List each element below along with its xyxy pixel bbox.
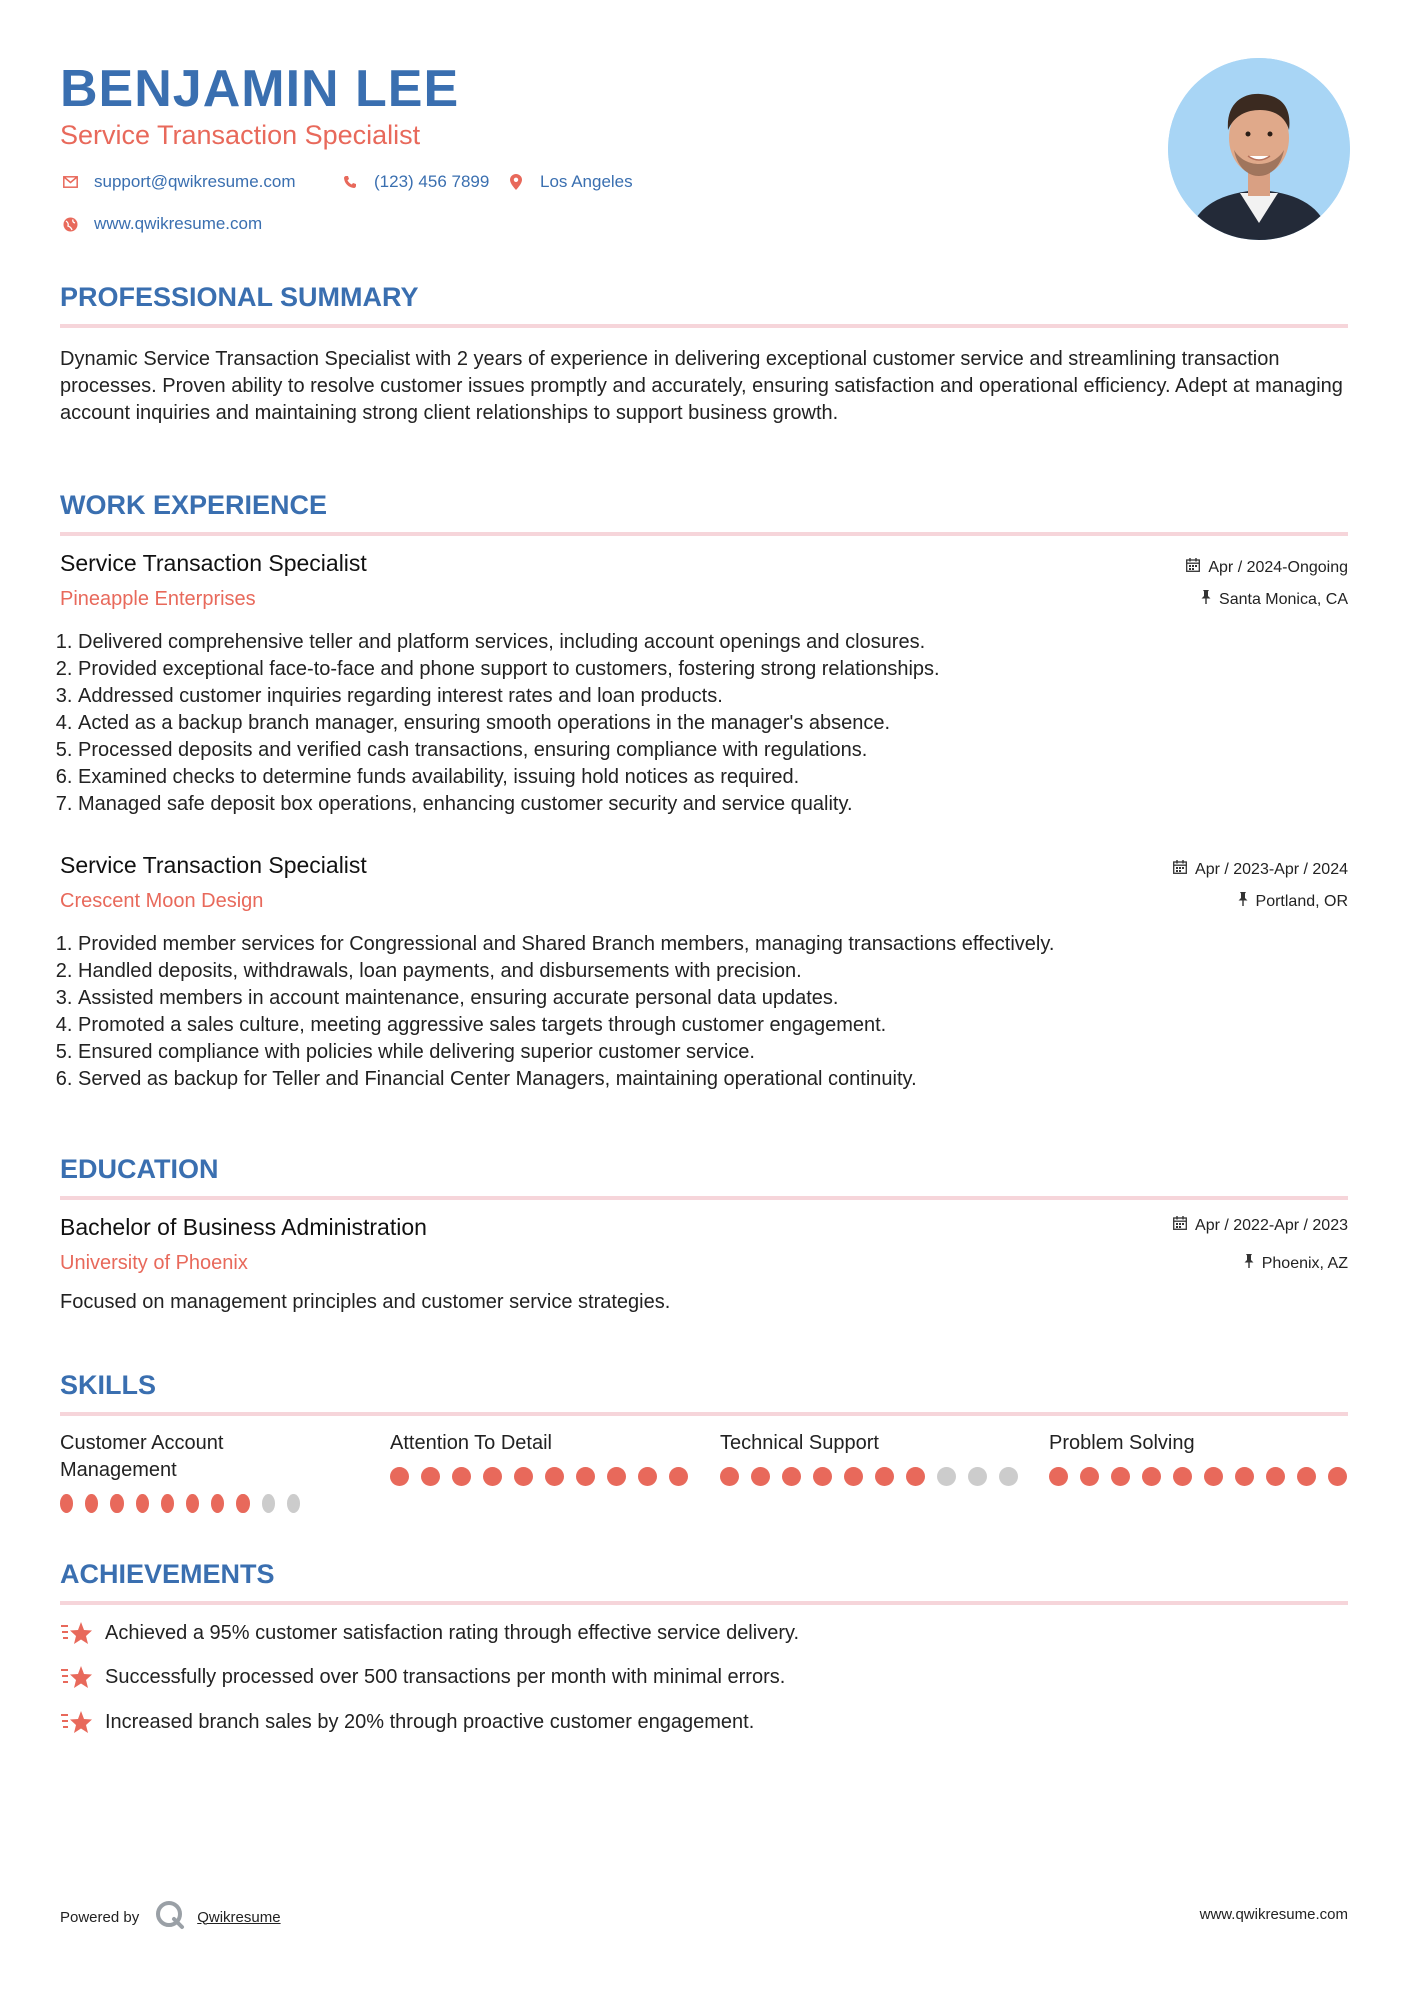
skill-rating xyxy=(720,1467,1020,1486)
section-divider xyxy=(60,1196,1348,1200)
list-item: 3. Addressed customer inquiries regarding interest rates and loan products. xyxy=(78,683,940,710)
skill-rating-dot xyxy=(720,1467,739,1486)
job-location xyxy=(1201,590,1348,609)
skill-rating xyxy=(60,1494,300,1513)
skill-rating xyxy=(1049,1467,1349,1486)
degree-title: Bachelor of Business Administration xyxy=(60,1214,427,1240)
skill-name: Customer Account Management xyxy=(60,1432,224,1481)
skill-rating-dot xyxy=(638,1467,657,1486)
powered-by xyxy=(60,1900,281,1934)
skill-rating-dot xyxy=(782,1467,801,1486)
skill-rating-dot xyxy=(1266,1467,1285,1486)
skills-section xyxy=(60,1368,1348,1416)
skill-rating-dot xyxy=(452,1467,471,1486)
skill-rating-dot xyxy=(1204,1467,1223,1486)
star-badge-icon xyxy=(60,1620,94,1646)
skill-rating-dot xyxy=(751,1467,770,1486)
skill-rating-dot xyxy=(262,1494,275,1513)
skill-rating-dot xyxy=(937,1467,956,1486)
job-1-bullets xyxy=(60,629,940,818)
list-item: 1. Delivered comprehensive teller and platform services, including account openings and closures. xyxy=(78,629,940,656)
section-divider xyxy=(60,1601,1348,1605)
list-item: 7. Managed safe deposit box operations, enhancing customer security and service quality. xyxy=(78,791,940,818)
skill-rating xyxy=(390,1467,690,1486)
skill-rating-dot xyxy=(85,1494,98,1513)
map-pin-icon xyxy=(506,174,526,190)
job-dates-text: Apr / 2024-Ongoing xyxy=(1208,558,1348,576)
achievement-item xyxy=(60,1620,799,1646)
job-location xyxy=(1238,892,1348,911)
skill-item xyxy=(720,1430,1020,1486)
job-company: Crescent Moon Design xyxy=(60,890,264,912)
achievement-text: Achieved a 95% customer satisfaction rating through effective service delivery. xyxy=(105,1621,800,1644)
list-item: 3. Assisted members in account maintenance, ensuring accurate personal data updates. xyxy=(78,985,1054,1012)
contact-website[interactable] xyxy=(60,214,262,234)
skill-rating-dot xyxy=(1111,1467,1130,1486)
list-item: 6. Served as backup for Teller and Financial Center Managers, maintaining operational continuity. xyxy=(78,1066,1054,1093)
powered-by-label: Powered by xyxy=(60,1908,140,1926)
location-text: Los Angeles xyxy=(540,172,633,191)
star-badge-icon xyxy=(60,1664,94,1690)
achievement-text: Successfully processed over 500 transactions per month with minimal errors. xyxy=(105,1665,786,1688)
job-location-text: Santa Monica, CA xyxy=(1219,590,1348,608)
summary-section xyxy=(60,280,1348,427)
skill-rating-dot xyxy=(287,1494,300,1513)
education-heading: EDUCATION xyxy=(60,1154,219,1184)
job-dates-text: Apr / 2023-Apr / 2024 xyxy=(1195,860,1348,878)
skill-rating-dot xyxy=(875,1467,894,1486)
skill-rating-dot xyxy=(968,1467,987,1486)
skill-rating-dot xyxy=(1235,1467,1254,1486)
education-entry xyxy=(60,1214,1348,1284)
skill-rating-dot xyxy=(110,1494,123,1513)
globe-icon xyxy=(60,217,80,232)
contact-phone[interactable] xyxy=(340,172,489,192)
section-divider xyxy=(60,532,1348,536)
education-location-text: Phoenix, AZ xyxy=(1261,1254,1348,1272)
list-item: 5. Processed deposits and verified cash transactions, ensuring compliance with regulations. xyxy=(78,737,940,764)
pushpin-icon xyxy=(1201,590,1211,609)
skill-rating-dot xyxy=(576,1467,595,1486)
skill-rating-dot xyxy=(483,1467,502,1486)
skill-rating-dot xyxy=(1297,1467,1316,1486)
skill-rating-dot xyxy=(236,1494,249,1513)
candidate-title: Service Transaction Specialist xyxy=(60,120,421,150)
skill-item xyxy=(1049,1430,1349,1486)
skill-rating-dot xyxy=(545,1467,564,1486)
skill-rating-dot xyxy=(906,1467,925,1486)
experience-section xyxy=(60,488,1348,536)
education-dates-text: Apr / 2022-Apr / 2023 xyxy=(1195,1216,1348,1234)
candidate-name: BENJAMIN LEE xyxy=(60,60,460,118)
profile-photo xyxy=(1168,58,1350,240)
skill-rating-dot xyxy=(186,1494,199,1513)
achievement-item xyxy=(60,1664,785,1690)
skill-rating-dot xyxy=(390,1467,409,1486)
skill-name: Technical Support xyxy=(720,1432,879,1454)
list-item: 2. Provided exceptional face-to-face and phone support to customers, fostering strong relationships. xyxy=(78,656,940,683)
skill-rating-dot xyxy=(136,1494,149,1513)
job-entry-1 xyxy=(60,550,1348,620)
envelope-icon xyxy=(60,176,80,188)
calendar-icon xyxy=(1173,1216,1187,1235)
section-divider xyxy=(60,324,1348,328)
education-location xyxy=(1244,1254,1348,1273)
achievement-item xyxy=(60,1709,754,1735)
skill-rating-dot xyxy=(514,1467,533,1486)
experience-heading: WORK EXPERIENCE xyxy=(60,490,328,520)
list-item: 4. Acted as a backup branch manager, ensuring smooth operations in the manager's absence. xyxy=(78,710,940,737)
education-dates xyxy=(1173,1216,1348,1235)
skill-rating-dot xyxy=(161,1494,174,1513)
skill-item xyxy=(390,1430,690,1486)
list-item: 4. Promoted a sales culture, meeting aggressive sales targets through customer engagement. xyxy=(78,1012,1054,1039)
section-divider xyxy=(60,1412,1348,1416)
footer-url[interactable]: www.qwikresume.com xyxy=(1199,1906,1348,1923)
skill-rating-dot xyxy=(1328,1467,1347,1486)
list-item: 6. Examined checks to determine funds availability, issuing hold notices as required. xyxy=(78,764,940,791)
contact-location xyxy=(506,172,633,192)
list-item: 2. Handled deposits, withdrawals, loan payments, and disbursements with precision. xyxy=(78,958,1054,985)
skill-rating-dot xyxy=(1142,1467,1161,1486)
skill-rating-dot xyxy=(211,1494,224,1513)
achievements-section xyxy=(60,1557,1348,1605)
education-section xyxy=(60,1152,1348,1200)
school-name: University of Phoenix xyxy=(60,1252,248,1274)
skill-item xyxy=(60,1430,300,1513)
achievement-text: Increased branch sales by 20% through proactive customer engagement. xyxy=(105,1710,755,1733)
skill-rating-dot xyxy=(669,1467,688,1486)
pushpin-icon xyxy=(1238,892,1248,911)
job-dates xyxy=(1173,860,1348,879)
skill-rating-dot xyxy=(421,1467,440,1486)
pushpin-icon xyxy=(1244,1254,1254,1273)
job-2-bullets xyxy=(60,931,1054,1093)
job-location-text: Portland, OR xyxy=(1255,892,1348,910)
job-title: Service Transaction Specialist xyxy=(60,550,367,576)
phone-text: (123) 456 7899 xyxy=(374,172,490,191)
calendar-icon xyxy=(1186,558,1200,577)
star-badge-icon xyxy=(60,1709,94,1735)
skills-heading: SKILLS xyxy=(60,1370,157,1400)
education-description: Focused on management principles and customer service strategies. xyxy=(60,1291,671,1313)
qwikresume-logo-icon xyxy=(155,1900,185,1934)
summary-heading: PROFESSIONAL SUMMARY xyxy=(60,282,419,312)
summary-text: Dynamic Service Transaction Specialist with 2 years of experience in delivering exceptional customer service and streamlining transaction processes. Proven ability to resolve customer issues promptly and accurately, ensuring satisfaction and operational efficiency. Adept at managing account inquiries and maintaining strong client relationships to support business growth. xyxy=(60,348,1343,424)
skill-rating-dot xyxy=(1173,1467,1192,1486)
phone-icon xyxy=(340,175,360,189)
skill-rating-dot xyxy=(1080,1467,1099,1486)
job-entry-2 xyxy=(60,852,1348,922)
contact-email[interactable] xyxy=(60,172,296,192)
achievements-heading: ACHIEVEMENTS xyxy=(60,1559,275,1589)
skill-name: Attention To Detail xyxy=(390,1432,552,1454)
job-title: Service Transaction Specialist xyxy=(60,852,367,878)
email-text: support@qwikresume.com xyxy=(94,172,296,191)
list-item: 5. Ensured compliance with policies while delivering superior customer service. xyxy=(78,1039,1054,1066)
skill-name: Problem Solving xyxy=(1049,1432,1195,1454)
calendar-icon xyxy=(1173,860,1187,879)
website-text: www.qwikresume.com xyxy=(94,214,263,233)
skill-rating-dot xyxy=(607,1467,626,1486)
skill-rating-dot xyxy=(60,1494,73,1513)
skill-rating-dot xyxy=(1049,1467,1068,1486)
job-company: Pineapple Enterprises xyxy=(60,588,256,610)
list-item: 1. Provided member services for Congressional and Shared Branch members, managing transactions effectively. xyxy=(78,931,1054,958)
job-dates xyxy=(1186,558,1348,577)
qwikresume-link[interactable]: Qwikresume xyxy=(197,1908,281,1926)
skill-rating-dot xyxy=(999,1467,1018,1486)
skill-rating-dot xyxy=(844,1467,863,1486)
skill-rating-dot xyxy=(813,1467,832,1486)
